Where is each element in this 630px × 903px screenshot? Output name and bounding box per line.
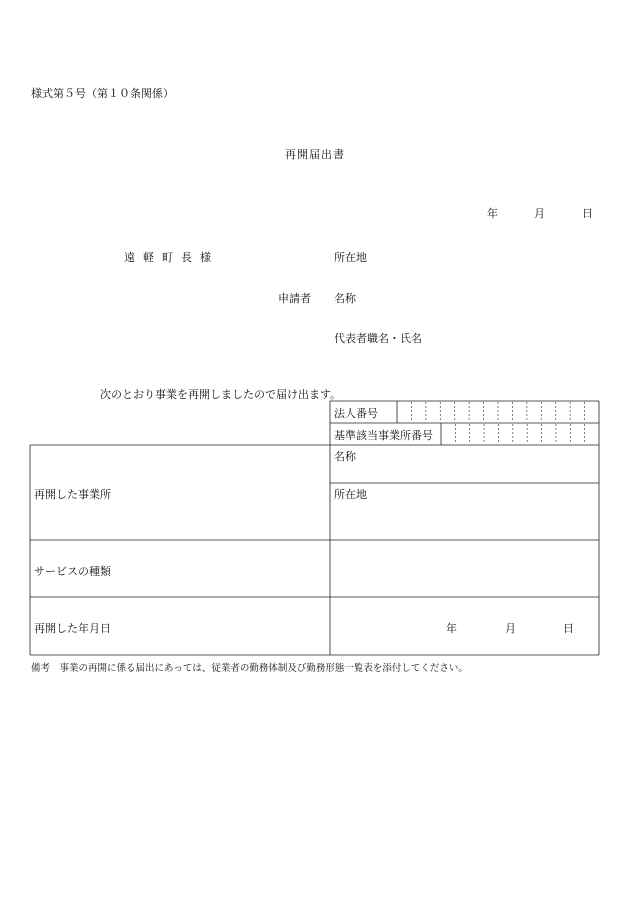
reopened-office-label: 再開した事業所 — [34, 488, 111, 501]
date-year-label: 年 — [487, 207, 498, 220]
applicant-label: 申請者 — [278, 292, 311, 305]
date-day-label: 日 — [582, 207, 593, 220]
office-number-label: 基準該当事業所番号 — [334, 429, 433, 442]
corporate-number-label: 法人番号 — [334, 407, 378, 420]
reopen-date-day: 日 — [563, 622, 574, 635]
corporate-number-boxes — [411, 402, 584, 422]
reopen-date-month: 月 — [505, 622, 516, 635]
form-number: 様式第５号（第１０条関係） — [31, 87, 174, 100]
applicant-name-label: 名称 — [334, 292, 356, 305]
service-type-label: サービスの種類 — [34, 565, 111, 578]
office-name-label: 名称 — [334, 450, 356, 463]
document-title: 再開届出書 — [285, 148, 345, 161]
representative-label: 代表者職名・氏名 — [334, 332, 422, 345]
office-number-boxes — [455, 424, 584, 444]
office-address-label: 所在地 — [334, 488, 367, 501]
reopen-date-year: 年 — [446, 622, 457, 635]
date-month-label: 月 — [534, 207, 545, 220]
intro-text: 次のとおり事業を再開しましたので届け出ます。 — [100, 388, 342, 401]
applicant-address-label: 所在地 — [334, 251, 367, 264]
reopen-date-label: 再開した年月日 — [34, 622, 111, 635]
footnote: 備考 事業の再開に係る届出にあっては、従業者の勤務体制及び勤務形態一覧表を添付してください。 — [31, 663, 468, 674]
addressee: 遠軽町長様 — [124, 251, 219, 264]
